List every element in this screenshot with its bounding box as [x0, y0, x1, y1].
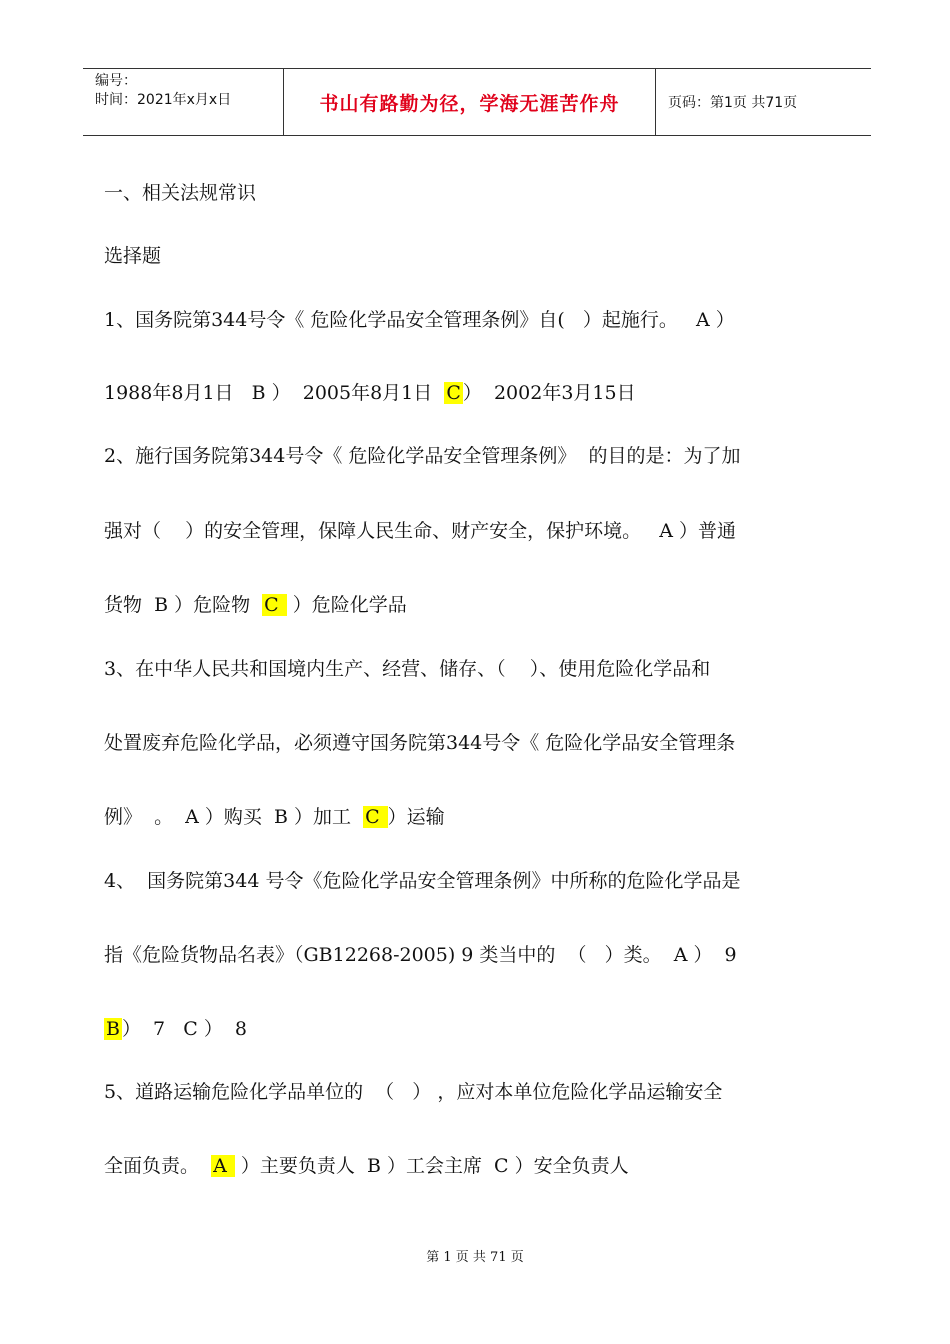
- motto-text: 书山有路勤为径，学海无涯苦作舟: [319, 92, 620, 115]
- q3-options: [104, 802, 445, 829]
- doc-number-label: 编号：: [95, 73, 137, 89]
- q5-answer-highlight: A: [213, 1155, 233, 1177]
- subsection-title: 选择题: [104, 245, 162, 267]
- page-code-label: 页码：第1页 共71页: [668, 95, 798, 111]
- q3-options-post: ）运输: [387, 806, 445, 828]
- q5-options-pre: 全面负责。: [104, 1155, 212, 1177]
- section-title: 一、相关法规常识: [104, 182, 257, 204]
- q5-line1: 5、道路运输危险化学品单位的 （ ） ，应对本单位危险化学品运输安全: [104, 1081, 723, 1103]
- q5-options-post: ）主要负责人 B ）工会主席 C ）安全负责人: [234, 1155, 629, 1177]
- q1-options: [104, 378, 636, 405]
- q2-options-post: ）危险化学品: [286, 594, 407, 616]
- q2-line2: 强对（ ）的安全管理，保障人民生命、财产安全，保护环境。 A ）普通: [104, 520, 737, 542]
- q2-options-pre: 货物 B ）危险物: [104, 594, 263, 616]
- q1-answer-highlight: C: [446, 382, 461, 404]
- q2-options: [104, 590, 407, 617]
- page-footer: 第 1 页 共 71 页: [426, 1250, 524, 1265]
- header-motto-cell: [283, 69, 656, 135]
- q4-options: [104, 1014, 247, 1041]
- q1-line1: 1、国务院第344号令《 危险化学品安全管理条例》自( ）起施行。 A ）: [104, 309, 735, 331]
- q3-line2: 处置废弃危险化学品，必须遵守国务院第344号令《 危险化学品安全管理条: [104, 732, 736, 754]
- q5-options: [104, 1151, 629, 1178]
- q4-answer-highlight: B: [106, 1018, 120, 1040]
- q3-options-pre: 例》 。 A ）购买 B ）加工: [104, 806, 364, 828]
- q4-line2: 指《危险货物品名表》（GB12268-2005) 9 类当中的 （ ）类。 A ） 9: [104, 944, 737, 966]
- q3-line1: 3、在中华人民共和国境内生产、经营、储存、（ ）、使用危险化学品和: [104, 658, 711, 680]
- q2-answer-highlight: C: [264, 594, 285, 616]
- q4-line1: 4、 国务院第344 号令《危险化学品安全管理条例》中所称的危险化学品是: [104, 870, 741, 892]
- q2-line1: 2、施行国务院第344号令《 危险化学品安全管理条例》 的目的是：为了加: [104, 445, 741, 467]
- header-page-cell: [656, 69, 871, 135]
- q3-answer-highlight: C: [365, 806, 386, 828]
- doc-time-label: 时间：2021年x月x日: [95, 92, 232, 108]
- q4-options-post: ） 7 C ） 8: [121, 1018, 247, 1040]
- q1-options-post: ） 2002年3月15日: [462, 382, 636, 404]
- header-info-cell: [83, 69, 283, 135]
- q1-options-pre: 1988年8月1日 B ） 2005年8月1日: [104, 382, 445, 404]
- header-table: [83, 68, 871, 136]
